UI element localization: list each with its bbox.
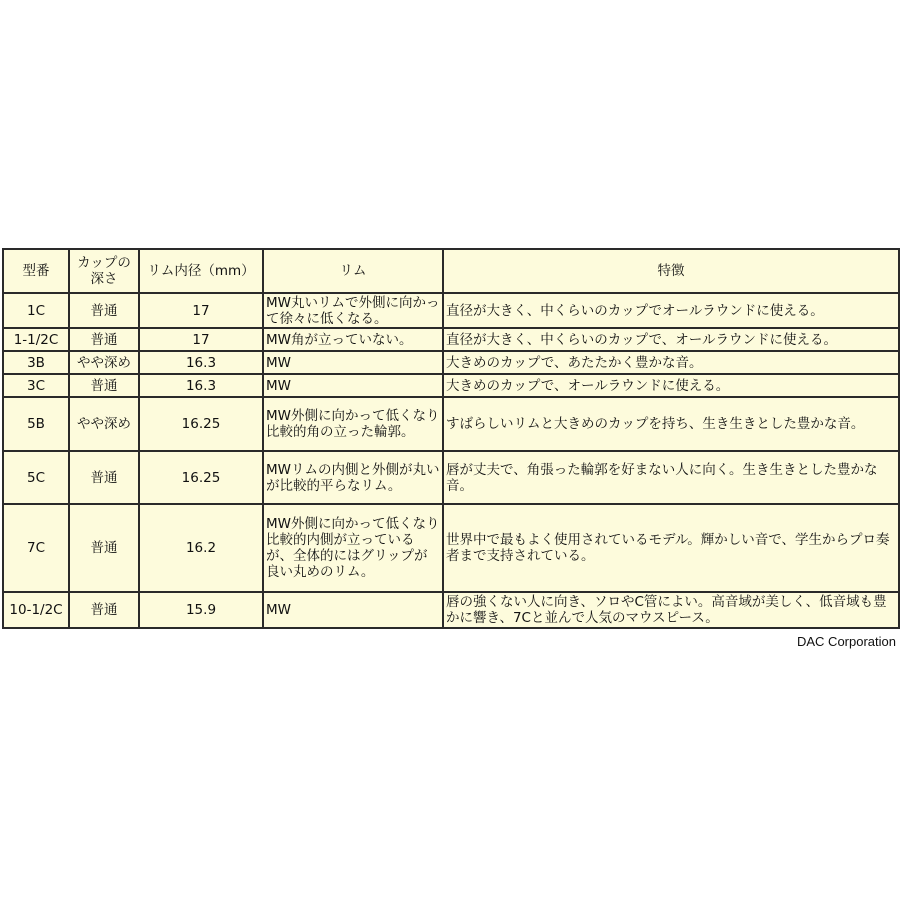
cell-model: 3B bbox=[3, 351, 69, 374]
cell-diameter: 16.3 bbox=[139, 374, 263, 397]
cell-feature: 直径が大きく、中くらいのカップで、オールラウンドに使える。 bbox=[443, 328, 899, 351]
cell-rim: MWリムの内側と外側が丸いが比較的平らなリム。 bbox=[263, 451, 443, 504]
cell-depth: 普通 bbox=[69, 504, 139, 592]
table-row bbox=[3, 397, 899, 451]
cell-model: 10-1/2C bbox=[3, 592, 69, 628]
cell-diameter: 16.25 bbox=[139, 397, 263, 451]
cell-diameter: 16.25 bbox=[139, 451, 263, 504]
cell-depth: 普通 bbox=[69, 451, 139, 504]
cell-feature: 大きめのカップで、オールラウンドに使える。 bbox=[443, 374, 899, 397]
cell-depth: やや深め bbox=[69, 397, 139, 451]
cell-feature: 唇が丈夫で、角張った輪郭を好まない人に向く。生き生きとした豊かな音。 bbox=[443, 451, 899, 504]
table-header-row bbox=[3, 249, 899, 293]
cell-model: 5B bbox=[3, 397, 69, 451]
header-rim-diameter: リム内径（mm） bbox=[139, 249, 263, 293]
cell-diameter: 15.9 bbox=[139, 592, 263, 628]
table-row bbox=[3, 328, 899, 351]
table-row bbox=[3, 374, 899, 397]
cell-model: 5C bbox=[3, 451, 69, 504]
table-row bbox=[3, 351, 899, 374]
cell-depth: 普通 bbox=[69, 592, 139, 628]
table-row bbox=[3, 451, 899, 504]
cell-model: 1C bbox=[3, 293, 69, 328]
cell-rim: MW bbox=[263, 592, 443, 628]
cell-feature: 大きめのカップで、あたたかく豊かな音。 bbox=[443, 351, 899, 374]
header-features: 特徴 bbox=[443, 249, 899, 293]
header-rim: リム bbox=[263, 249, 443, 293]
cell-rim: MW外側に向かって低くなり比較的内側が立っているが、全体的にはグリップが良い丸めのリム。 bbox=[263, 504, 443, 592]
cell-diameter: 17 bbox=[139, 328, 263, 351]
cell-diameter: 16.2 bbox=[139, 504, 263, 592]
cell-feature: 直径が大きく、中くらいのカップでオールラウンドに使える。 bbox=[443, 293, 899, 328]
cell-feature: 世界中で最もよく使用されているモデル。輝かしい音で、学生からプロ奏者まで支持されている。 bbox=[443, 504, 899, 592]
cell-rim: MW角が立っていない。 bbox=[263, 328, 443, 351]
cell-diameter: 17 bbox=[139, 293, 263, 328]
cell-diameter: 16.3 bbox=[139, 351, 263, 374]
cell-depth: やや深め bbox=[69, 351, 139, 374]
cell-rim: MW bbox=[263, 351, 443, 374]
cell-depth: 普通 bbox=[69, 328, 139, 351]
cell-rim: MW bbox=[263, 374, 443, 397]
table-row bbox=[3, 504, 899, 592]
cell-model: 1-1/2C bbox=[3, 328, 69, 351]
header-model: 型番 bbox=[3, 249, 69, 293]
cell-depth: 普通 bbox=[69, 374, 139, 397]
cell-rim: MW外側に向かって低くなり比較的角の立った輪郭。 bbox=[263, 397, 443, 451]
table-row bbox=[3, 293, 899, 328]
cell-feature: すばらしいリムと大きめのカップを持ち、生き生きとした豊かな音。 bbox=[443, 397, 899, 451]
mouthpiece-spec-table bbox=[2, 248, 900, 629]
cell-rim: MW丸いリムで外側に向かって徐々に低くなる。 bbox=[263, 293, 443, 328]
mouthpiece-spec-table-container bbox=[2, 248, 898, 629]
copyright-credit: DAC Corporation bbox=[797, 634, 896, 649]
cell-model: 3C bbox=[3, 374, 69, 397]
header-cup-depth: カップの深さ bbox=[69, 249, 139, 293]
cell-feature: 唇の強くない人に向き、ソロやC管によい。高音域が美しく、低音域も豊かに響き、7Cと並んで人気のマウスピース。 bbox=[443, 592, 899, 628]
cell-model: 7C bbox=[3, 504, 69, 592]
table-row bbox=[3, 592, 899, 628]
cell-depth: 普通 bbox=[69, 293, 139, 328]
